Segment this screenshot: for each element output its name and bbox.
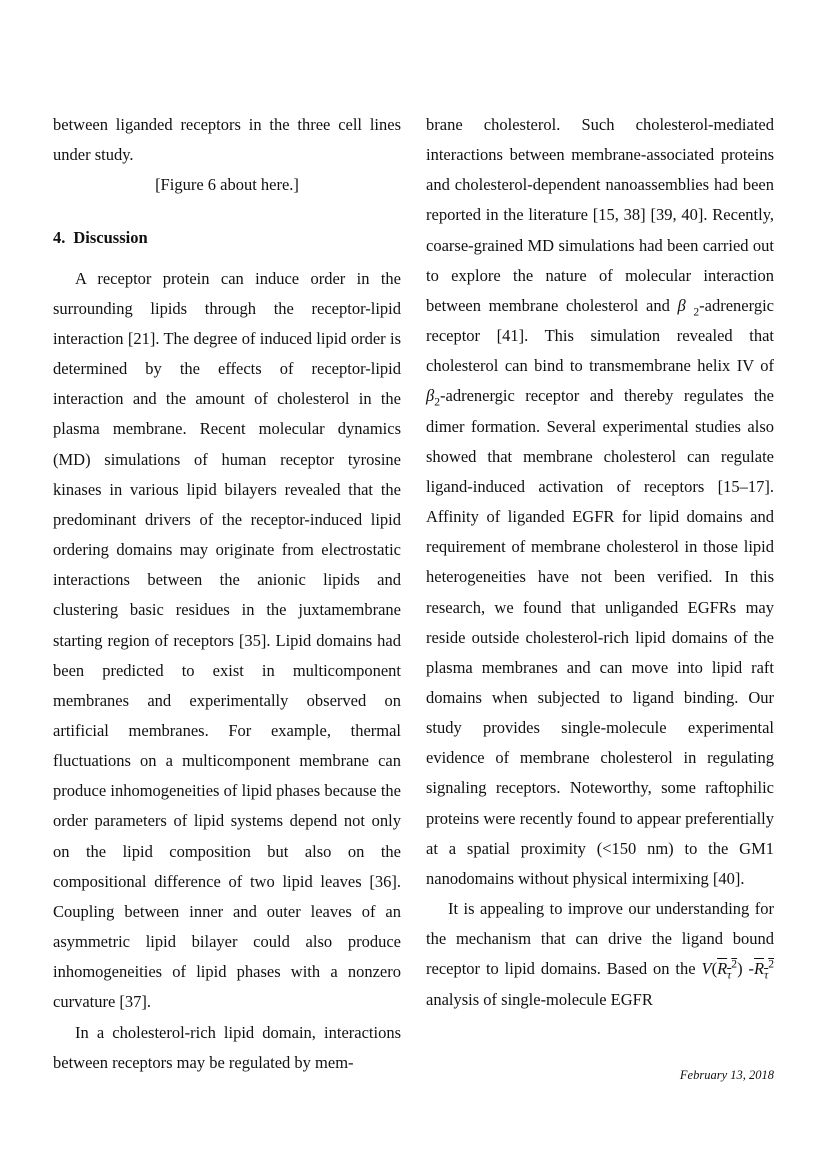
text-run: analysis of single-molecule EGFR bbox=[426, 989, 653, 1009]
subscript-2: 2 bbox=[693, 306, 700, 319]
math-tau: τ bbox=[727, 969, 732, 982]
text-run: brane cholesterol. Such cholesterol-mediated interactions between membrane-associated proteins and cholesterol-dependent nanoassemblies had been reported in the literature [15, 38] [39, 40]. Recently, coarse-grained MD simulations had been carried out to explore the nature of molecular interaction between membrane cholesterol and bbox=[426, 115, 774, 315]
math-separator: - bbox=[742, 959, 754, 979]
math-r: R bbox=[753, 959, 765, 979]
text-run: -adrenergic receptor and thereby regulates the dimer formation. Several experimental studies also showed that membrane cholesterol can regulate ligand-induced activation of receptors [15–17]. Affinity of liganded EGFR for lipid domains and requirement of membrane cholesterol in those lipid heterogeneities have not been verified. In this research, we found that unliganded EGFRs may reside outside cholesterol-rich lipid domains of the plasma membranes and can move into lipid raft domains when subjected to ligand binding. Our study provides single-molecule experimental evidence of membrane cholesterol in regulating signaling receptors. Noteworthy, some raftophilic proteins were recently found to appear preferentially at a spatial proximity (<150 nm) to the GM1 nanodomains without physical intermixing [40]. bbox=[426, 386, 774, 888]
paragraph-continuation: between liganded receptors in the three cell lines under study. bbox=[53, 115, 401, 165]
section-heading bbox=[53, 223, 401, 253]
section-title: Discussion bbox=[73, 228, 148, 248]
math-square: 2 bbox=[731, 958, 738, 971]
math-square: 2 bbox=[768, 958, 774, 971]
beta-symbol: β bbox=[426, 386, 435, 406]
right-column bbox=[426, 110, 774, 1015]
discussion-paragraph-1: A receptor protein can induce order in the surrounding lipids through the receptor-lipid interaction [21]. The degree of induced lipid order is determined by the effects of receptor-lipid interaction and the amount of cholesterol in the plasma membrane. Recent molecular dynamics (MD) simulations of human receptor tyrosine kinases in various lipid bilayers revealed that the predominant drivers of the receptor-induced lipid ordering domains may originate from electrostatic interactions between the anionic lipids and clustering basic residues in the juxtamembrane starting region of receptors [35]. Lipid domains had been predicted to exist in multicomponent membranes and experimentally observed on artificial membranes. For example, thermal fluctuations on a multicomponent membrane can produce inhomogeneities of lipid phases because the order parameters of lipid systems depend not only on the lipid composition but also on the compositional difference of two lipid leaves [36]. Coupling between inner and outer leaves of an asymmetric lipid bilayer could also produce inhomogeneities of lipid phases with a nonzero curvature [37]. bbox=[53, 268, 401, 1012]
beta-symbol: β bbox=[677, 295, 686, 315]
section-number: 4. bbox=[53, 228, 66, 248]
text-run: -adrenergic receptor [41]. This simulation revealed that cholesterol can bind to transmembrane helix IV of bbox=[426, 295, 774, 376]
footer-date: February 13, 2018 bbox=[679, 1068, 774, 1082]
math-r: R bbox=[717, 959, 728, 979]
math-v: V bbox=[701, 959, 712, 979]
text-run: It is appealing to improve our understanding for the mechanism that can drive the ligand bound receptor to lipid domains. Based on the bbox=[426, 899, 774, 979]
subscript-2: 2 bbox=[434, 396, 440, 409]
figure-placeholder: [Figure 6 about here.] bbox=[155, 175, 299, 195]
math-tau: τ bbox=[764, 969, 769, 982]
math-r-bar-2 bbox=[753, 958, 774, 982]
discussion-paragraph-2: In a cholesterol-rich lipid domain, interactions between receptors may be regulated by mem- bbox=[53, 1022, 401, 1072]
discussion-paragraph-2-continuation bbox=[426, 110, 774, 894]
left-column bbox=[53, 110, 401, 1078]
math-r-bar bbox=[717, 958, 738, 982]
discussion-paragraph-3: It is appealing to improve our understanding for the mechanism that can drive the ligand bound receptor to lipid domains. Based on the $V(R_\tau^2)$ $-R_\tau^2$ analysis of single-molecule EGFR bbox=[426, 899, 774, 1009]
